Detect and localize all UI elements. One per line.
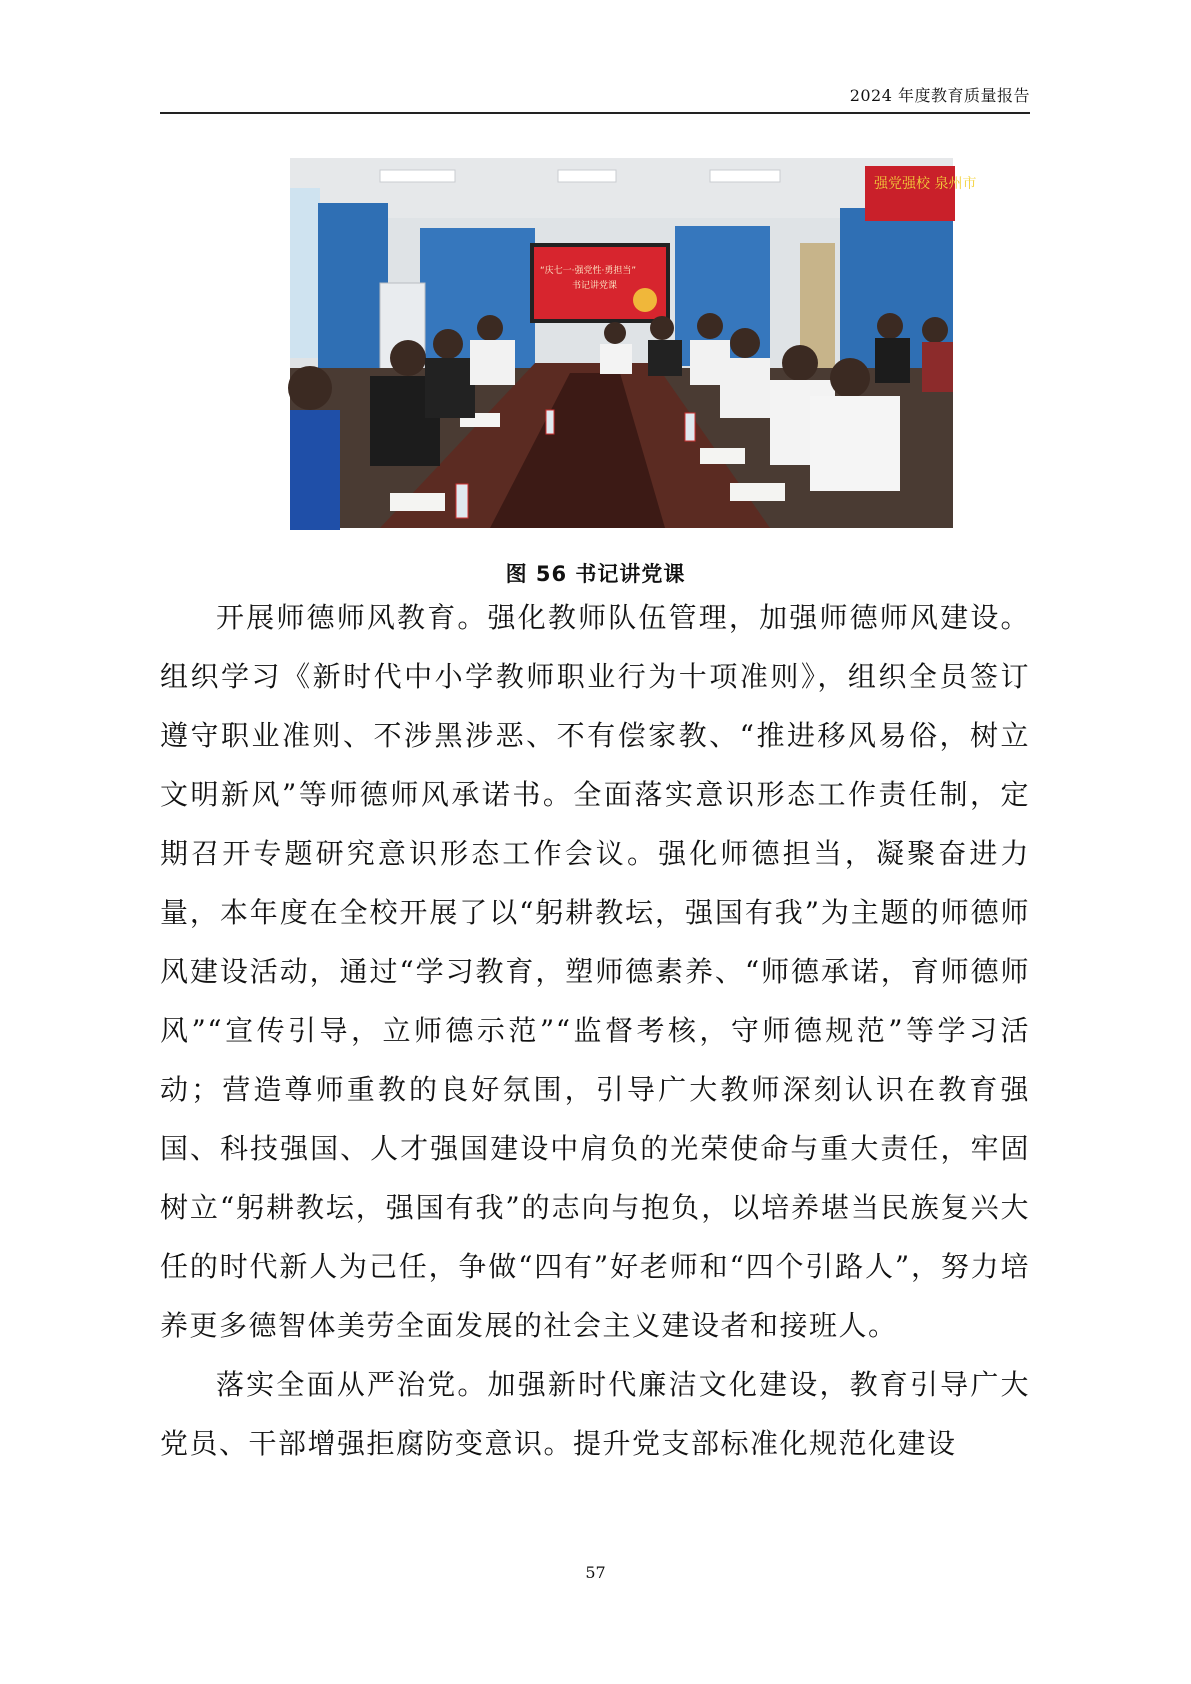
body-text: [160, 588, 1030, 1473]
page-header: [160, 80, 1030, 114]
banner-text: 强党强校 泉州市: [874, 176, 977, 192]
page-number: 57: [585, 1563, 606, 1582]
screen-title: “庆七一·强党性·勇担当”: [540, 266, 637, 276]
paragraph: 落实全面从严治党。加强新时代廉洁文化建设，教育引导广大党员、干部增强拒腐防变意识。提升党支部标准化规范化建设: [160, 1368, 1030, 1460]
screen-subtitle: 书记讲党课: [572, 281, 618, 291]
meeting-photo: [290, 158, 977, 528]
figure-caption: 图 56 书记讲党课: [505, 562, 686, 586]
paragraph: 开展师德师风教育。强化教师队伍管理，加强师德师风建设。组织学习《新时代中小学教师职业行为十项准则》，组织全员签订遵守职业准则、不涉黑涉恶、不有偿家教、“推进移风易俗，树立文明新风”等师德师风承诺书。全面落实意识形态工作责任制，定期召开专题研究意识形态工作会议。强化师德担当，凝聚奋进力量，本年度在全校开展了以“躬耕教坛，强国有我”为主题的师德师风建设活动，通过“学习教育，塑师德素养、“师德承诺，育师德师风”“宣传引导，立师德示范”“监督考核，守师德规范”等学习活动；营造尊师重教的良好氛围，引导广大教师深刻认识在教育强国、科技强国、人才强国建设中肩负的光荣使命与重大责任，牢固树立“躬耕教坛，强国有我”的志向与抱负，以培养堪当民族复兴大任的时代新人为己任，争做“四有”好老师和“四个引路人”，努力培养更多德智体美劳全面发展的社会主义建设者和接班人。: [160, 601, 1030, 1342]
report-title: 2024 年度教育质量报告: [849, 86, 1030, 105]
